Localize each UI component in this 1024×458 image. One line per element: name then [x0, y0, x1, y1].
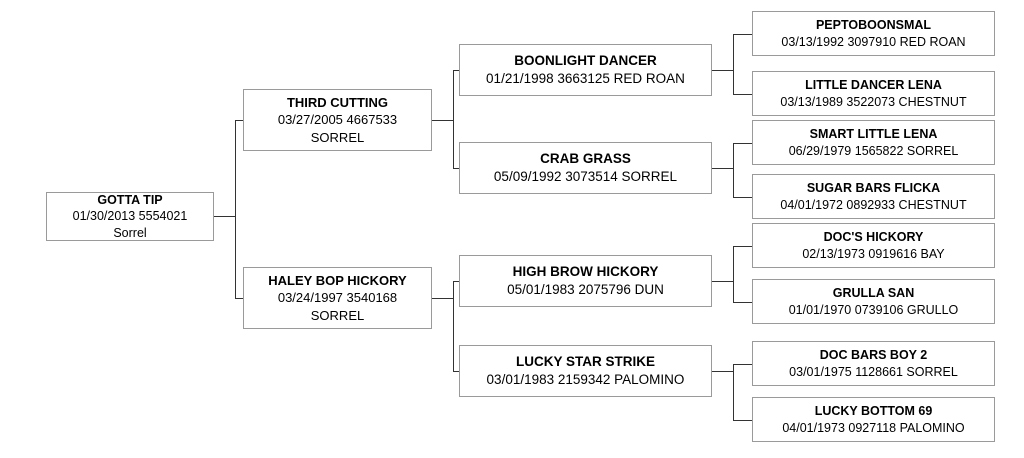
node-dam-dam-details: 03/01/1983 2159342 PALOMINO — [486, 372, 685, 387]
connector-to-g3-1 — [733, 34, 752, 35]
connector-subject-vertical — [235, 120, 236, 298]
node-dam-sire-details: 05/01/1983 2075796 DUN — [507, 282, 664, 297]
connector-g2b-stem — [711, 168, 733, 169]
node-dam-name: HALEY BOP HICKORY — [268, 273, 407, 289]
connector-subject-stem — [213, 216, 235, 217]
node-g3-5-name: DOC'S HICKORY — [823, 230, 924, 244]
node-g3-2-name: LITTLE DANCER LENA — [805, 78, 942, 92]
node-dam-dam-name: LUCKY STAR STRIKE — [515, 354, 655, 370]
node-g3-8[interactable] — [752, 397, 995, 442]
node-subject-color: Sorrel — [113, 225, 147, 240]
node-g3-3[interactable] — [752, 120, 995, 165]
connector-to-g3-5 — [733, 246, 752, 247]
node-sire-dam-name: CRAB GRASS — [540, 151, 631, 167]
connector-sire-vertical — [453, 70, 454, 168]
node-g3-5[interactable] — [752, 223, 995, 268]
node-sire-sire[interactable] — [459, 44, 712, 96]
node-subject[interactable] — [46, 192, 214, 241]
node-dam-details: 03/24/1997 3540168 — [277, 290, 398, 306]
node-g3-3-details: 06/29/1979 1565822 SORREL — [788, 143, 959, 158]
node-dam[interactable] — [243, 267, 432, 329]
connector-dam-stem — [431, 298, 453, 299]
node-sire[interactable] — [243, 89, 432, 151]
connector-to-g3-8 — [733, 420, 752, 421]
node-g3-6[interactable] — [752, 279, 995, 324]
node-g3-7[interactable] — [752, 341, 995, 386]
node-sire-details: 03/27/2005 4667533 — [277, 112, 398, 128]
node-g3-2[interactable] — [752, 71, 995, 116]
connector-to-g3-6 — [733, 302, 752, 303]
connector-g2c-vertical — [733, 246, 734, 302]
connector-to-g3-2 — [733, 94, 752, 95]
connector-to-g3-3 — [733, 143, 752, 144]
node-dam-dam[interactable] — [459, 345, 712, 397]
node-g3-4-name: SUGAR BARS FLICKA — [806, 181, 941, 195]
node-dam-color: SORREL — [310, 307, 365, 323]
node-g3-6-details: 01/01/1970 0739106 GRULLO — [788, 302, 959, 317]
node-g3-1[interactable] — [752, 11, 995, 56]
node-g3-4-details: 04/01/1972 0892933 CHESTNUT — [780, 197, 967, 212]
node-g3-8-details: 04/01/1973 0927118 PALOMINO — [782, 420, 965, 435]
connector-sire-stem — [431, 120, 453, 121]
node-g3-6-name: GRULLA SAN — [832, 286, 915, 300]
connector-g2b-vertical — [733, 143, 734, 197]
node-sire-sire-name: BOONLIGHT DANCER — [514, 53, 657, 69]
connector-to-g3-4 — [733, 197, 752, 198]
node-sire-name: THIRD CUTTING — [286, 95, 389, 111]
node-g3-4[interactable] — [752, 174, 995, 219]
node-g3-1-name: PEPTOBOONSMAL — [815, 18, 932, 32]
node-g3-1-details: 03/13/1992 3097910 RED ROAN — [781, 34, 966, 49]
node-g3-5-details: 02/13/1973 0919616 BAY — [802, 246, 945, 261]
node-sire-dam[interactable] — [459, 142, 712, 194]
node-sire-color: SORREL — [310, 129, 365, 145]
node-g3-8-name: LUCKY BOTTOM 69 — [814, 404, 933, 418]
connector-g2d-stem — [711, 371, 733, 372]
node-g3-7-details: 03/01/1975 1128661 SORREL — [789, 364, 958, 379]
node-subject-name: GOTTA TIP — [97, 192, 163, 207]
node-dam-sire[interactable] — [459, 255, 712, 307]
node-sire-sire-details: 01/21/1998 3663125 RED ROAN — [486, 71, 685, 86]
connector-g2a-vertical — [733, 34, 734, 94]
connector-g2a-stem — [711, 70, 733, 71]
connector-g2c-stem — [711, 281, 733, 282]
node-g3-7-name: DOC BARS BOY 2 — [819, 348, 928, 362]
connector-g2d-vertical — [733, 364, 734, 420]
node-subject-details: 01/30/2013 5554021 — [72, 209, 188, 224]
node-g3-3-name: SMART LITTLE LENA — [809, 127, 938, 141]
connector-dam-vertical — [453, 281, 454, 371]
connector-to-g3-7 — [733, 364, 752, 365]
node-g3-2-details: 03/13/1989 3522073 CHESTNUT — [780, 94, 967, 109]
node-dam-sire-name: HIGH BROW HICKORY — [512, 264, 659, 280]
node-sire-dam-details: 05/09/1992 3073514 SORREL — [493, 169, 678, 184]
